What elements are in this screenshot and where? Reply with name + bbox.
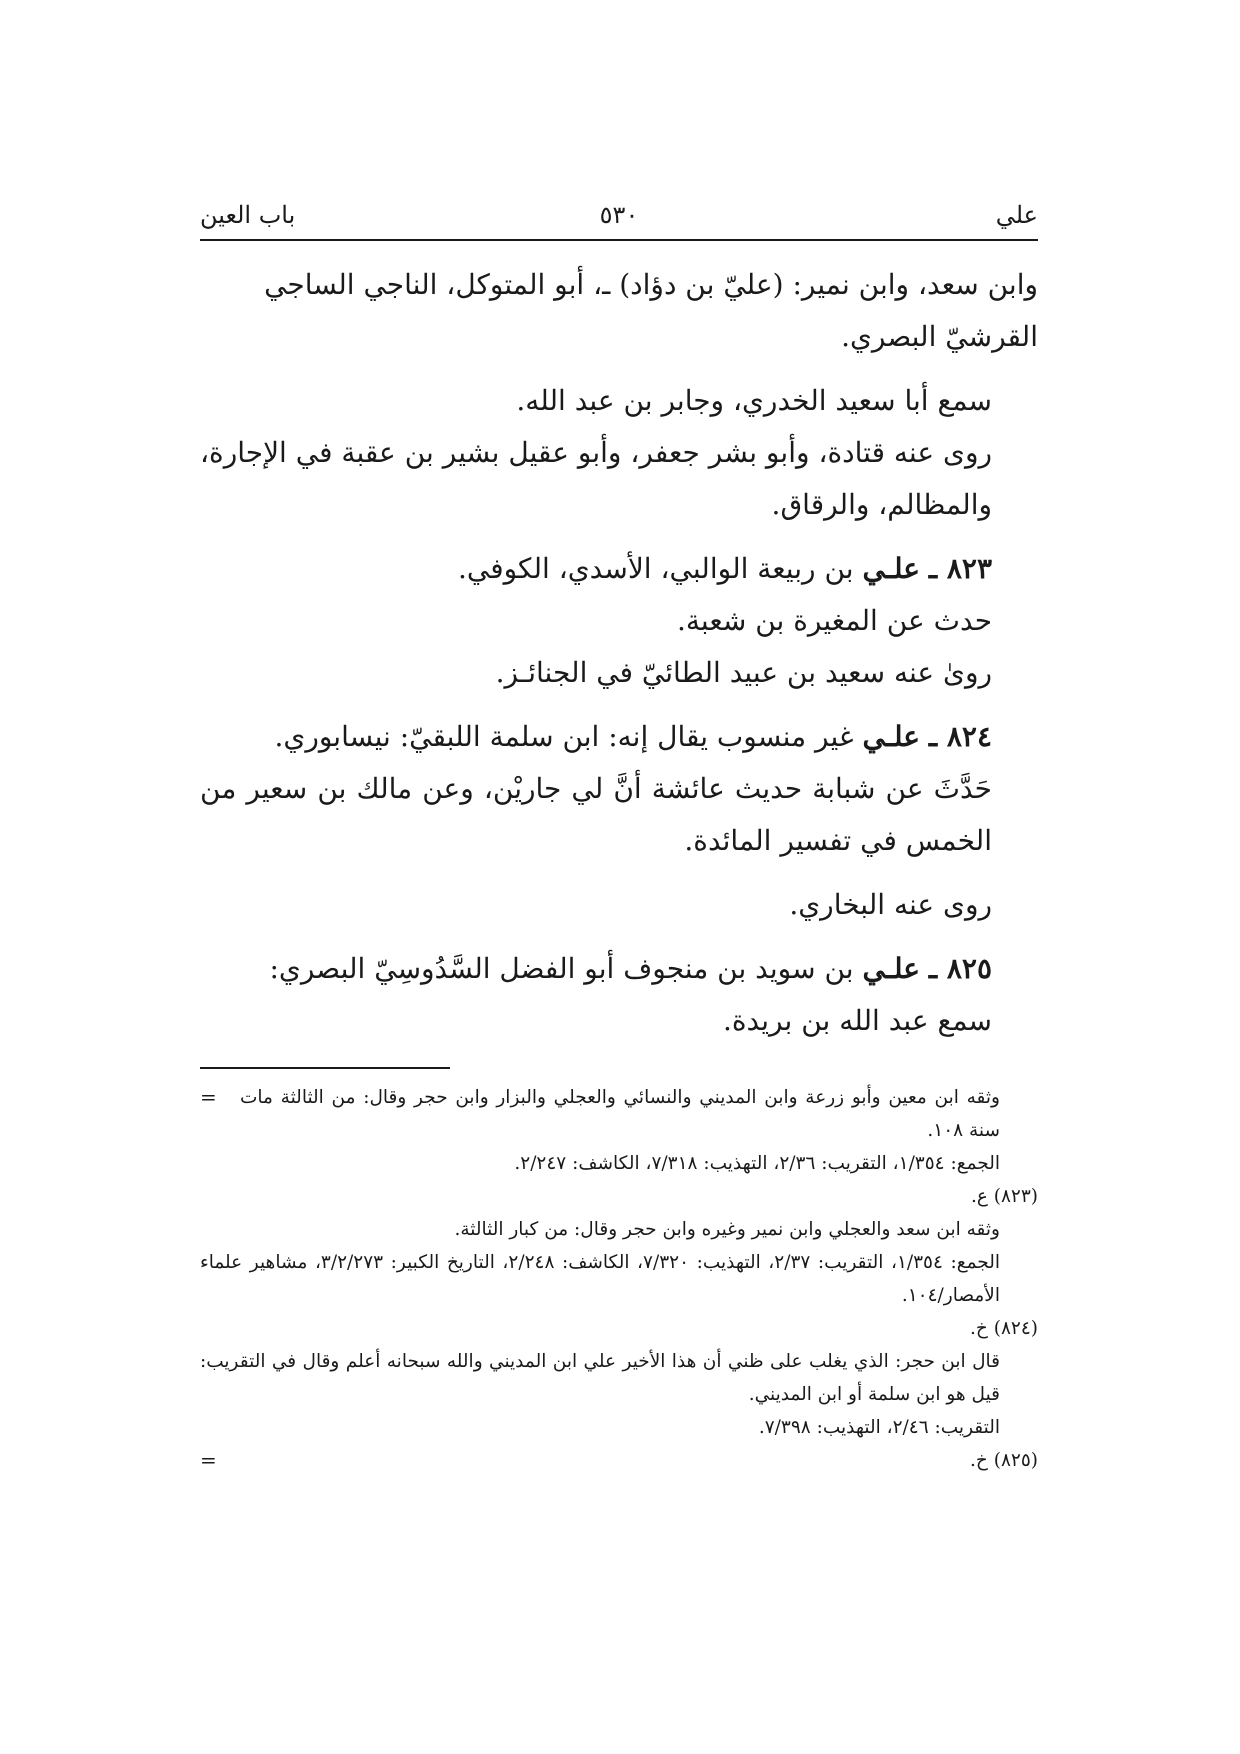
text-line: روى عنه البخاري. xyxy=(789,888,992,921)
entry-name: علـي xyxy=(862,552,921,585)
footnote-text: الجمع: ١/٣٥٤، التقريب: ٢/٣٦، التهذيب: ٧/٣١٨، الكاشف: ٢/٢٤٧. xyxy=(514,1153,1000,1174)
continuation-mark: = xyxy=(200,1448,217,1472)
header-entry-name: علي xyxy=(995,201,1038,229)
entry-number: ٨٢٤ ـ xyxy=(928,720,992,753)
entry-name: علـي xyxy=(862,952,921,985)
entry-text: غير منسوب يقال إنه: ابن سلمة اللبقيّ: نيسابوري. xyxy=(274,720,854,753)
entry-text: بن سويد بن منجوف أبو الفضل السَّدُوسِيّ البصري: xyxy=(269,952,854,985)
text-line: روىٰ عنه سعيد بن عبيد الطائيّ في الجنائـز. xyxy=(495,656,992,689)
text-paragraph: روى عنه قتادة، وأبو بشر جعفر، وأبو عقيل بشير بن عقبة في الإجارة، والمظالم، والرقاق. xyxy=(200,436,992,521)
footnote-continued xyxy=(200,1081,1038,1147)
footnote-number: (٨٢٣) ع. xyxy=(970,1186,1038,1207)
footnotes xyxy=(200,1081,1038,1477)
entry-text: بن ربيعة الوالبي، الأسدي، الكوفي. xyxy=(457,552,854,585)
footnote-divider xyxy=(200,1067,450,1069)
entry-number: ٨٢٥ ـ xyxy=(928,952,992,985)
entry-name: علـي xyxy=(862,720,921,753)
footnote-number: (٨٢٥) خ. xyxy=(970,1450,1038,1471)
entry-number: ٨٢٣ ـ xyxy=(928,552,992,585)
text-line: وابن سعد، وابن نمير: (عليّ بن دؤاد) ـ، أبو المتوكل، الناجي الساجي xyxy=(264,268,1038,301)
text-line: القرشيّ البصري. xyxy=(841,320,1038,353)
text-paragraph: حَدَّثَ عن شبابة حديث عائشة أنَّ لي جاريْن، وعن مالك بن سعير من الخمس في تفسير المائدة. xyxy=(200,772,992,857)
entry-824 xyxy=(200,711,1038,763)
footnote-number: (٨٢٤) خ. xyxy=(970,1318,1038,1339)
document-page xyxy=(200,195,1038,1477)
footnote-text: التقريب: ٢/٤٦، التهذيب: ٧/٣٩٨. xyxy=(758,1417,1000,1438)
running-header xyxy=(200,195,1038,241)
footnote-825 xyxy=(200,1444,1038,1477)
entry-825 xyxy=(200,943,1038,995)
continuation-mark: = xyxy=(200,1085,217,1109)
entry-823 xyxy=(200,543,1038,595)
footnote-text: وثقه ابن معين وأبو زرعة وابن المديني والنسائي والعجلي والبزار وابن حجر وقال: من الثالثة مات سنة ١٠٨. xyxy=(240,1087,1000,1141)
text-line: سمع أبا سعيد الخدري، وجابر بن عبد الله. xyxy=(516,384,992,417)
main-text xyxy=(200,259,1038,1047)
text-line: حدث عن المغيرة بن شعبة. xyxy=(677,604,992,637)
text-line: سمع عبد الله بن بريدة. xyxy=(722,1004,992,1037)
chapter-title: باب العين xyxy=(200,201,296,229)
footnote-text: قال ابن حجر: الذي يغلب على ظني أن هذا الأخير علي ابن المديني والله سبحانه أعلم وقال في التقريب: قيل هو ابن سلمة أو ابن المديني. xyxy=(200,1351,1000,1405)
footnote-text: الجمع: ١/٣٥٤، التقريب: ٢/٣٧، التهذيب: ٧/٣٢٠، الكاشف: ٢/٢٤٨، التاريخ الكبير: ٣/٢/٢٧٣، مشاهير علماء الأمصار/١٠٤. xyxy=(200,1252,1001,1306)
page-number: ٥٣٠ xyxy=(599,201,639,229)
footnote-text: وثقه ابن سعد والعجلي وابن نمير وغيره وابن حجر وقال: من كبار الثالثة. xyxy=(454,1219,1000,1240)
